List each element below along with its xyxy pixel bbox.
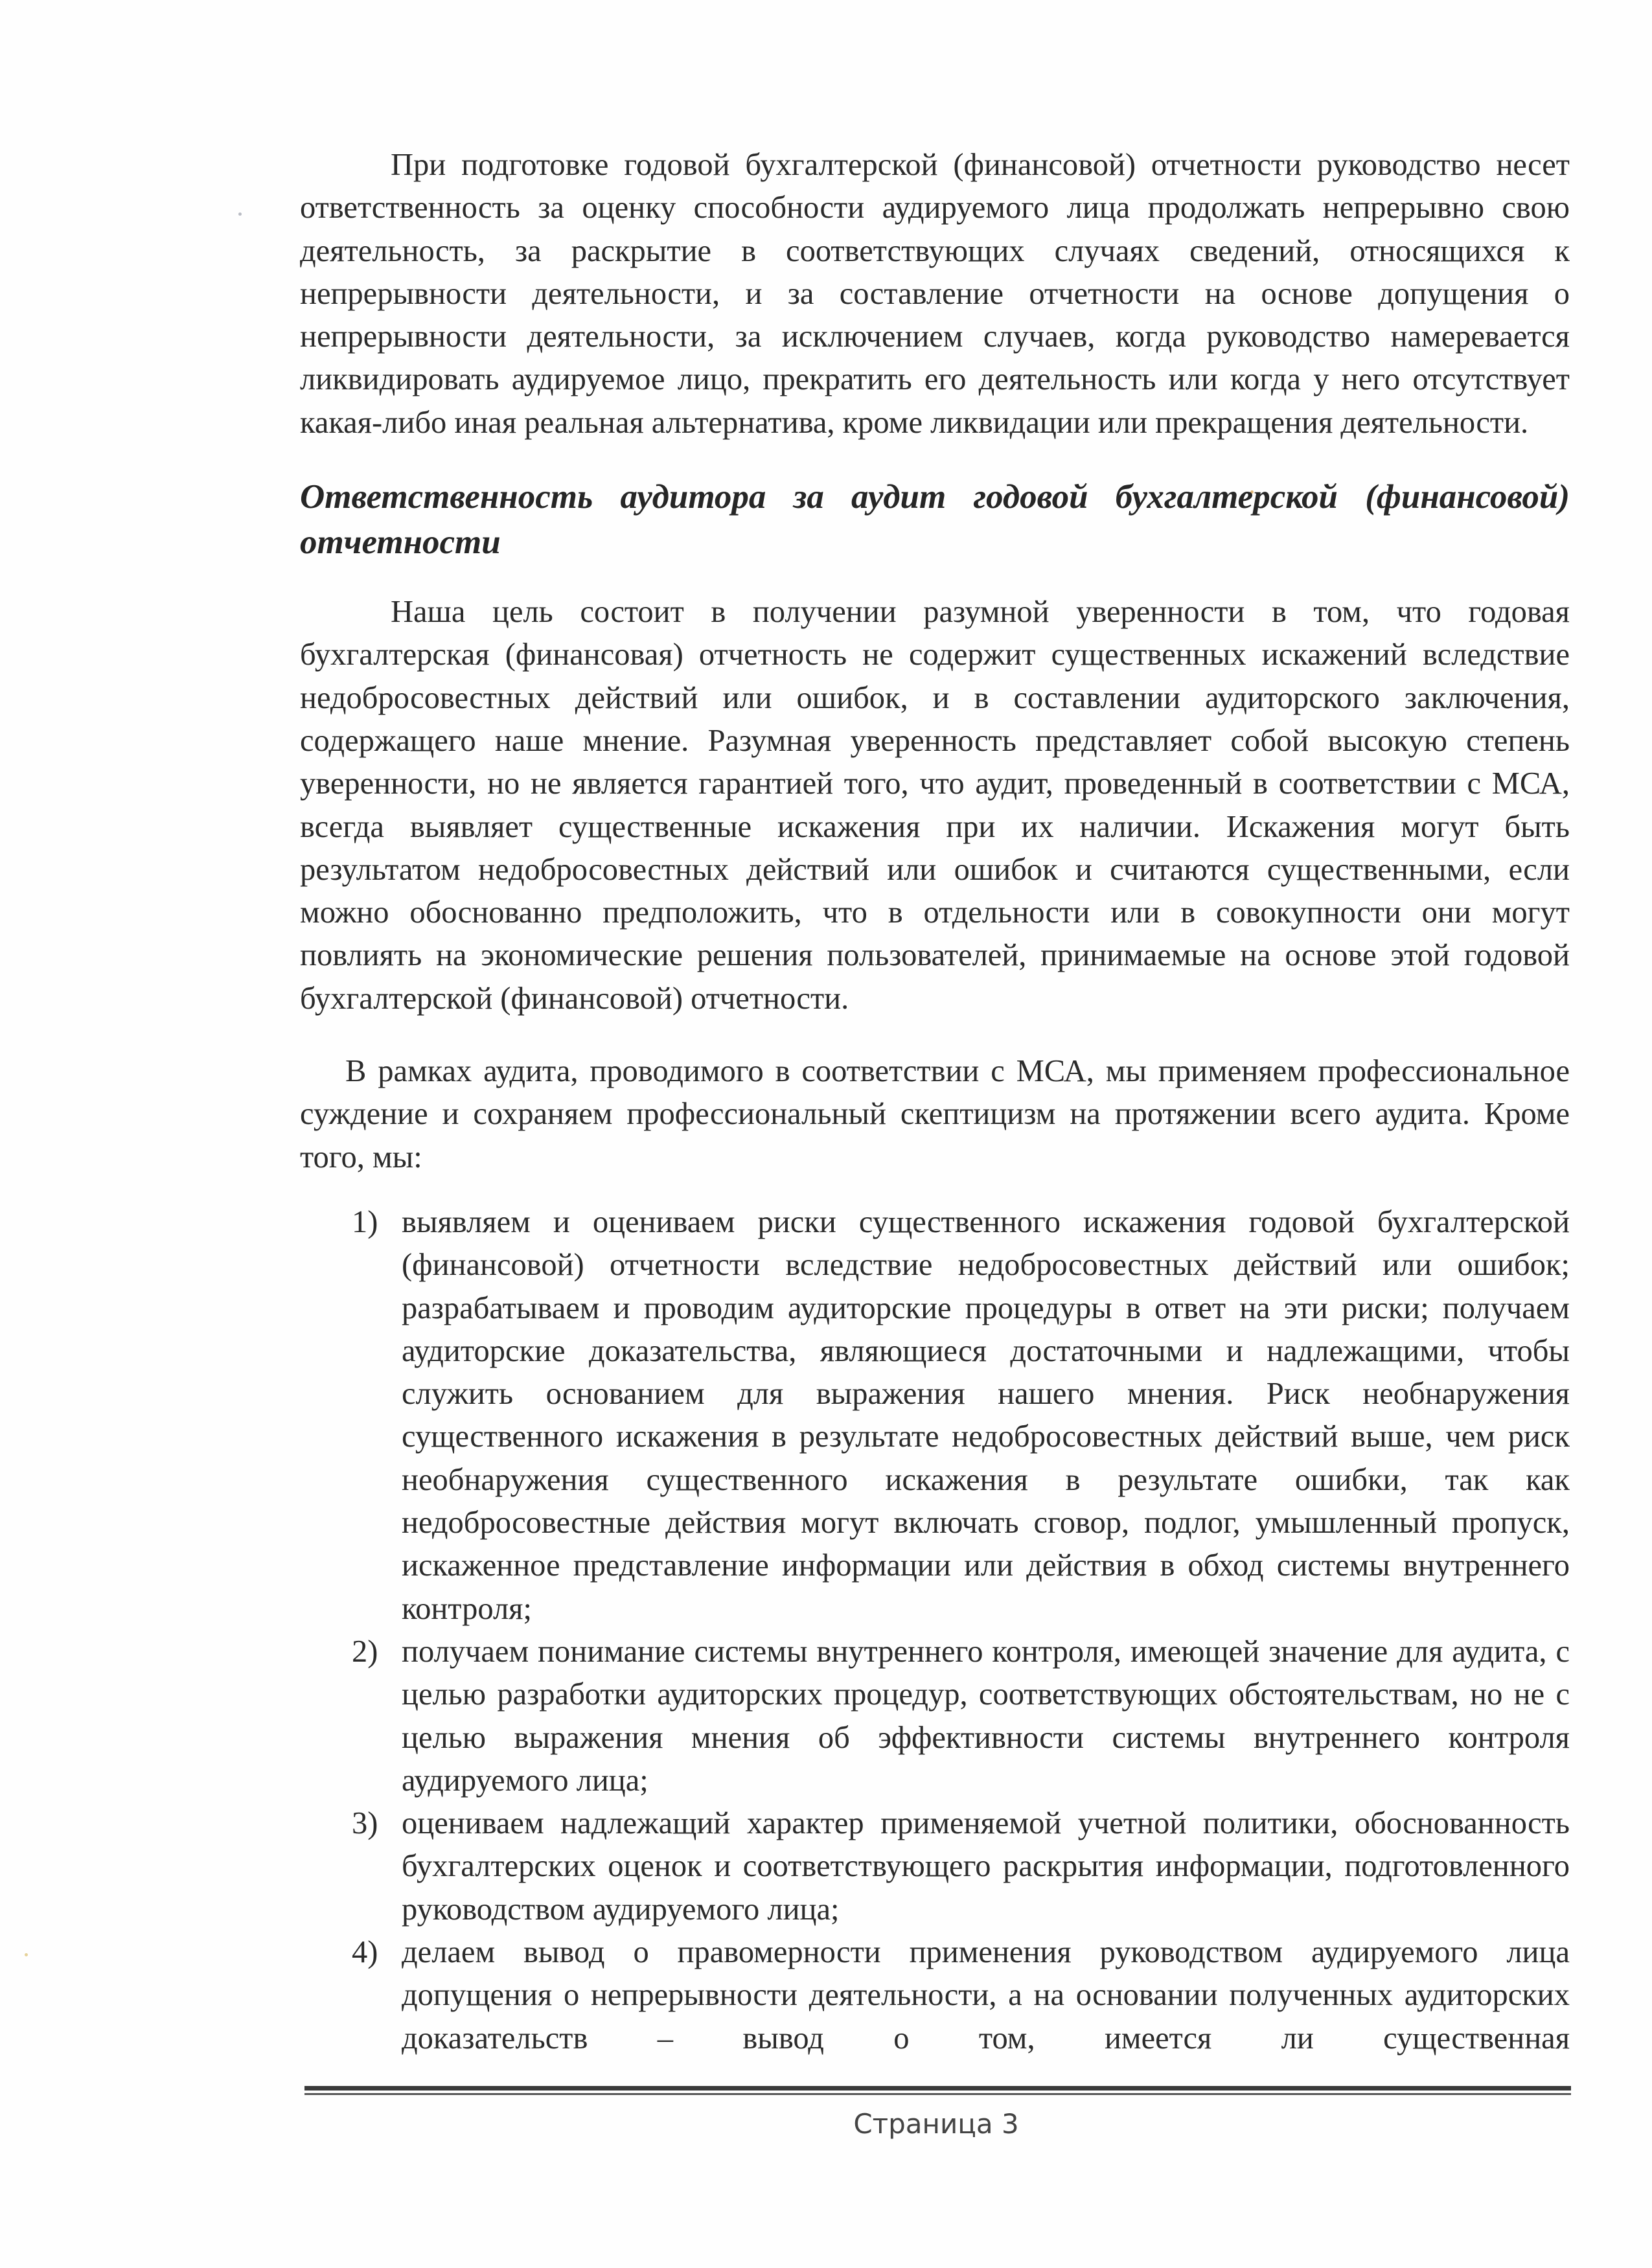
list-item <box>300 1931 1570 2060</box>
page-number: Страница 3 <box>853 2108 1019 2140</box>
list-item <box>300 1631 1570 1802</box>
list-item-number: 1) <box>352 1204 378 1239</box>
paragraph-audit-objective: Наша цель состоит в получении разумной уверенности в том, что годовая бухгалтерская (финансовая) отчетность не содержит существенных искажений вследствие недобросовестных действий или ошибок, и в составлении аудиторского заключения, содержащего наше мнение. Разумная уверенность представляет собой высокую степень уверенности, но не является гарантией того, что аудит, проведенный в соответствии с МСА, всегда выявляет существенные искажения при их наличии. Искажения могут быть результатом недобросовестных действий или ошибок и считаются существенными, если можно обоснованно предположить, что в отдельности или в совокупности они могут повлиять на экономические решения пользователей, принимаемые на основе этой годовой бухгалтерской (финансовой) отчетности. <box>300 595 1570 1016</box>
list-item-text: получаем понимание системы внутреннего контроля, имеющей значение для аудита, с целью разработки аудиторских процедур, соответствующих обстоятельствам, но не с целью выражения мнения об эффективности системы внутреннего контроля аудируемого лица; <box>402 1634 1570 1798</box>
list-item <box>300 1802 1570 1931</box>
scan-speck <box>25 1953 28 1956</box>
list-item-text: делаем вывод о правомерности применения руководством аудируемого лица допущения о непрерывности деятельности, а на основании полученных аудиторских доказательств – вывод о том, имеется ли существенная <box>402 1934 1570 2056</box>
scan-speck <box>238 212 242 216</box>
footer-divider-thin <box>304 2093 1571 2095</box>
paragraph-management-responsibility: При подготовке годовой бухгалтерской (финансовой) отчетности руководство несет ответственность за оценку способности аудируемого лица продолжать непрерывно свою деятельность, за раскрытие в соответствующих случаях сведений, относящихся к непрерывности деятельности, и за составление отчетности на основе допущения о непрерывности деятельности, за исключением случаев, когда руководство намеревается ликвидировать аудируемое лицо, прекратить его деятельность или когда у него отсутствует какая-либо иная реальная альтернатива, кроме ликвидации или прекращения деятельности. <box>300 148 1570 440</box>
list-item-number: 2) <box>352 1634 378 1669</box>
section-heading-auditor-responsibility: Ответственность аудитора за аудит годовой бухгалтерской (финансовой) отчетности <box>300 478 1570 562</box>
list-item-number: 4) <box>352 1934 378 1969</box>
list-item-text: выявляем и оцениваем риски существенного искажения годовой бухгалтерской (финансовой) отчетности вследствие недобросовестных действий или ошибок; разрабатываем и проводим аудиторские процедуры в ответ на эти риски; получаем аудиторские доказательства, являющиеся достаточными и надлежащими, чтобы служить основанием для выражения нашего мнения. Риск необнаружения существенного искажения в результате недобросовестных действий выше, чем риск необнаружения существенного искажения в результате ошибки, так как недобросовестные действия могут включать сговор, подлог, умышленный пропуск, искаженное представление информации или действия в обход системы внутреннего контроля; <box>402 1204 1570 1626</box>
audit-procedures-list <box>300 1201 1570 2060</box>
list-item-text: оцениваем надлежащий характер применяемой учетной политики, обоснованность бухгалтерских оценок и соответствующего раскрытия информации, подготовленного руководством аудируемого лица; <box>402 1806 1570 1927</box>
list-item <box>300 1201 1570 1631</box>
list-item-number: 3) <box>352 1806 378 1841</box>
paragraph-audit-scope: В рамках аудита, проводимого в соответствии с МСА, мы применяем профессиональное суждение и сохраняем профессиональный скептицизм на протяжении всего аудита. Кроме того, мы: <box>300 1054 1570 1174</box>
footer-divider-thick <box>304 2086 1571 2090</box>
document-body <box>300 144 1570 2060</box>
footer-divider <box>304 2086 1571 2095</box>
